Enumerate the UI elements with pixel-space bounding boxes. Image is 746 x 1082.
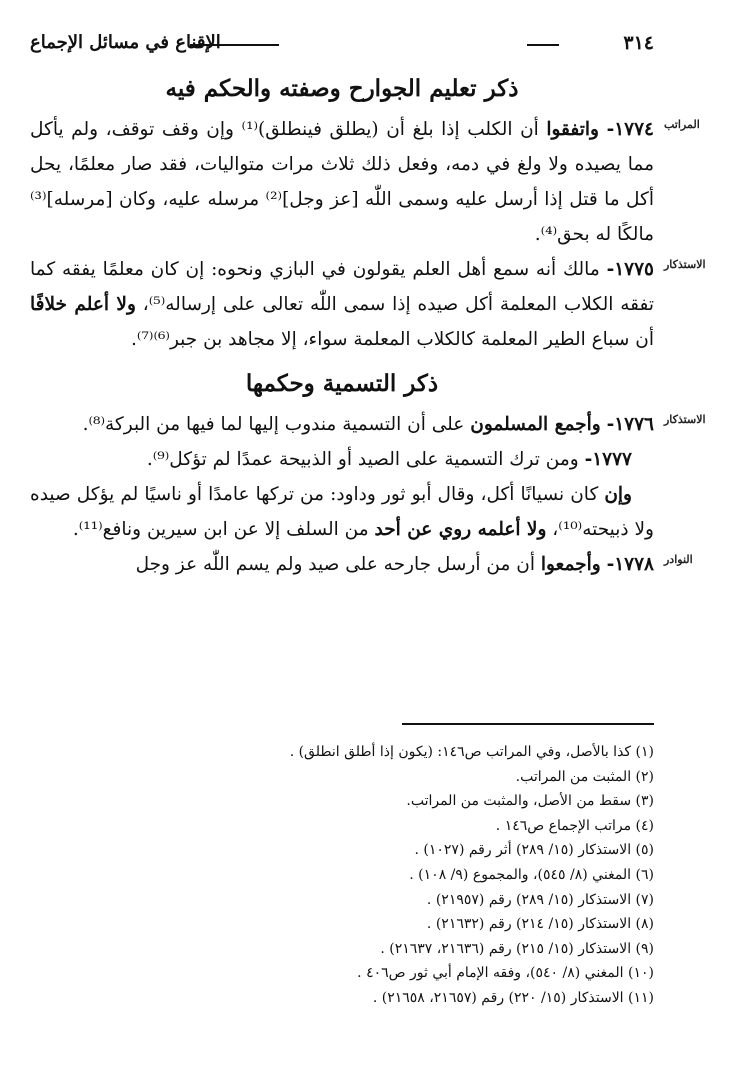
footnote-separator [402, 723, 654, 725]
running-header [30, 30, 654, 60]
lead-phrase: وأجمع المسلمون [470, 414, 601, 435]
page-number: ٣١٤ [623, 32, 654, 54]
lead-phrase: واتفقوا [546, 119, 599, 140]
footnote: (٥) الاستذكار (١٥/ ٢٨٩) أثر رقم (١٠٢٧) . [414, 842, 654, 859]
header-rule [527, 44, 559, 46]
entry-body: أن سباع الطير المعلمة كالكلاب المعلمة سواء، إلا مجاهد بن جبر⁽⁶⁾⁽⁷⁾. [131, 329, 654, 350]
entry-body: كان نسيانًا أكل، وقال أبو ثور وداود: من تركها عامدًا أو ناسيًا لم يؤكل صيده ولا ذبيحته⁽¹⁰⁾، [30, 484, 654, 540]
section-heading: ذكر تعليم الجوارح وصفته والحكم فيه [165, 75, 519, 102]
section-heading: ذكر التسمية وحكمها [245, 370, 439, 397]
footnote: (١) كذا بالأصل، وفي المراتب ص١٤٦: (يكون إذا أطلق انطلق) . [289, 744, 654, 760]
entry-text [30, 407, 654, 442]
entry-1775 [30, 252, 706, 357]
lead-phrase: وأجمعوا [540, 554, 601, 575]
entry-text [30, 442, 654, 477]
entry-body: مالك أنه سمع أهل العلم يقولون في البازي ونحوه: إن كان معلمًا يفقه كما تفقه الكلاب المعلمة أكل صيده إذا سمى اللّٰه تعالى على إرساله⁽⁵⁾، [30, 259, 654, 315]
entry-text [30, 112, 654, 252]
emphasis-phrase: ولا أعلم خلافًا [30, 294, 136, 315]
entry-number: ١٧٧٤- [606, 119, 654, 140]
side-source-label: الاستذكار [664, 258, 706, 271]
footnote: (١٠) المغني (٨/ ٥٤٠)، وفقه الإمام أبي ثور ص٤٠٦ . [357, 965, 654, 982]
entry-number: ١٧٧٨- [606, 554, 654, 575]
entry-text [30, 547, 654, 582]
footnote: (٦) المغني (٨/ ٥٤٥)، والمجموع (٩/ ١٠٨) . [409, 866, 654, 883]
entry-number: ١٧٧٥- [606, 259, 654, 280]
emphasis-phrase: ولا أعلمه روي عن أحد [374, 519, 547, 540]
entry-1778 [30, 547, 693, 582]
book-title: الإقناع في مسائل الإجماع [30, 32, 221, 53]
entry-number: ١٧٧٧- [584, 449, 632, 470]
entry-1777 [30, 442, 654, 477]
footnote: (٩) الاستذكار (١٥/ ٢١٥) رقم (٢١٦٣٦، ٢١٦٣٧) . [380, 940, 654, 957]
main-text [30, 70, 706, 582]
entry-body: على أن التسمية مندوب إليها لما فيها من البركة⁽⁸⁾. [82, 414, 471, 435]
lead-phrase: وإن [604, 484, 632, 505]
footnote: (٢) المثبت من المراتب. [515, 768, 654, 785]
footnote: (٤) مراتب الإجماع ص١٤٦ . [495, 817, 654, 834]
side-source-label: الاستذكار [664, 413, 706, 426]
entry-body: من السلف إلا عن ابن سيرين ونافع⁽¹¹⁾. [72, 519, 375, 540]
entry-text [30, 252, 654, 357]
footnote: (١١) الاستذكار (١٥/ ٢٢٠) رقم (٢١٦٥٧، ٢١٦٥٨) . [372, 989, 654, 1006]
entry-text [30, 477, 654, 547]
entry-body: أن الكلب إذا بلغ أن (يطلق فينطلق)⁽¹⁾ وإن وقف توقف، ولم يأكل مما يصيده ولا ولغ في دمه، وفعل ذلك ثلاث مرات متواليات، فقد صار معلمًا، يحل أكل ما قتل إذا أرسل عليه وسمى اللّٰه [عز وجل]⁽²⁾ مرسله عليه، وكان [مرسله]⁽³⁾ مالكًا له بحق⁽⁴⁾. [30, 119, 655, 245]
footnote: (٧) الاستذكار (١٥/ ٢٨٩) رقم (٢١٩٥٧) . [426, 891, 654, 908]
entry-body: أن من أرسل جارحه على صيد ولم يسم اللّٰه عز وجل [135, 554, 541, 575]
side-source-label: المراتب [664, 118, 700, 131]
footnotes [30, 740, 654, 1011]
entry-body: ومن ترك التسمية على الصيد أو الذبيحة عمدًا لم تؤكل⁽⁹⁾. [146, 449, 585, 470]
entry-number: ١٧٧٦- [606, 414, 654, 435]
entry-1774 [30, 112, 700, 252]
entry-1776 [30, 407, 706, 442]
footnote: (٨) الاستذكار (١٥/ ٢١٤) رقم (٢١٦٣٢) . [426, 916, 654, 933]
side-source-label: النوادر [664, 553, 693, 566]
footnote: (٣) سقط من الأصل، والمثبت من المراتب. [406, 793, 654, 810]
entry-continuation [30, 477, 654, 547]
